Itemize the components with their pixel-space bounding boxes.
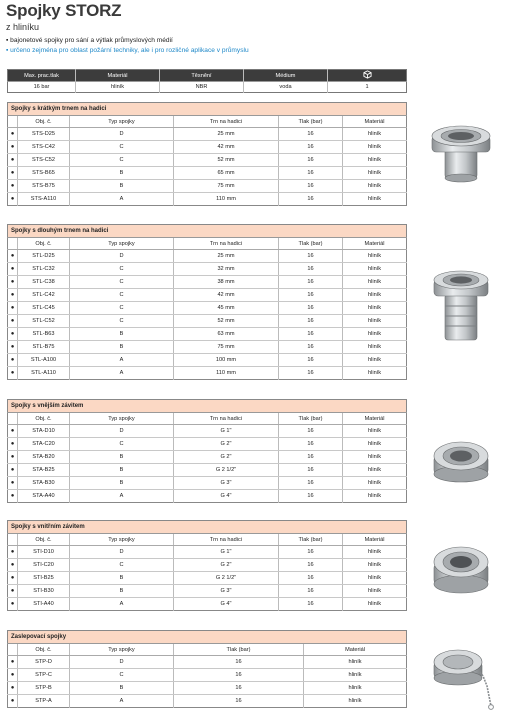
- table-cell: STA-C20: [18, 438, 70, 451]
- table-cell: 16: [279, 128, 343, 141]
- bullet-icon: ●: [10, 601, 15, 607]
- table-cell: B: [70, 451, 174, 464]
- table-cell: 42 mm: [174, 289, 279, 302]
- table-cell: STP-C: [18, 669, 70, 682]
- table-cell: B: [70, 585, 174, 598]
- table-cell: STA-B30: [18, 477, 70, 490]
- bullet-icon: ●: [8, 302, 18, 315]
- bullet-icon: ●: [8, 656, 18, 669]
- table-header-row: [8, 644, 407, 656]
- bullet-icon: ●: [8, 669, 18, 682]
- table-row: [8, 546, 407, 559]
- coupling-long-tail-image: [430, 266, 492, 344]
- table-cell: B: [70, 464, 174, 477]
- column-header: Materiál: [343, 116, 407, 128]
- table-cell: hliník: [343, 477, 407, 490]
- table-row: [8, 250, 407, 263]
- table-cell: A: [70, 598, 174, 611]
- spec-value-cell: 16 bar: [8, 82, 76, 93]
- table-cell: hliník: [343, 367, 407, 380]
- table-row: [8, 477, 407, 490]
- table-cell: 16: [279, 477, 343, 490]
- feature-item: ▪ určeno zejména pro oblast požární techniky, ale i pro rozličné aplikace v průmyslu: [6, 47, 249, 54]
- table-cell: STS-B65: [18, 167, 70, 180]
- column-header: [8, 238, 18, 250]
- column-header: Typ spojky: [70, 413, 174, 425]
- page-subtitle: z hliníku: [6, 22, 40, 32]
- table-cell: STL-B63: [18, 328, 70, 341]
- table-cell: hliník: [343, 464, 407, 477]
- table-cell: G 4": [174, 490, 279, 503]
- table-row: [8, 276, 407, 289]
- table-row: [8, 438, 407, 451]
- bullet-icon: ●: [8, 263, 18, 276]
- table-cell: STI-D10: [18, 546, 70, 559]
- table-cell: 16: [174, 656, 304, 669]
- column-header: Tlak (bar): [279, 534, 343, 546]
- bullet-icon: ●: [8, 546, 18, 559]
- table-cell: hliník: [343, 451, 407, 464]
- table-row: [8, 669, 407, 682]
- table-row: [8, 167, 407, 180]
- bullet-icon: ●: [10, 493, 15, 499]
- table-cell: hliník: [343, 289, 407, 302]
- column-header: Typ spojky: [70, 644, 174, 656]
- bullet-icon: ●: [8, 477, 18, 490]
- table-cell: G 3": [174, 477, 279, 490]
- table-cell: B: [70, 477, 174, 490]
- bullet-icon: ●: [8, 438, 18, 451]
- table-cell: 16: [279, 464, 343, 477]
- coupling-short-tail-image: [428, 120, 494, 186]
- section-title: Spojky s vnějším závitem: [8, 400, 407, 413]
- table-cell: STA-A40: [18, 490, 70, 503]
- table-cell: hliník: [343, 193, 407, 206]
- column-header: Typ spojky: [70, 534, 174, 546]
- column-header: [8, 116, 18, 128]
- column-header: [8, 534, 18, 546]
- column-header: Materiál: [343, 534, 407, 546]
- table-cell: C: [70, 289, 174, 302]
- table-cell: 16: [279, 180, 343, 193]
- table-cell: STL-C52: [18, 315, 70, 328]
- table-cell: hliník: [304, 682, 407, 695]
- table-row: [8, 302, 407, 315]
- table-cell: 38 mm: [174, 276, 279, 289]
- bullet-icon: ●: [8, 315, 18, 328]
- table-cell: B: [70, 682, 174, 695]
- table-cell: STL-C42: [18, 289, 70, 302]
- table-row: [8, 193, 407, 206]
- column-header: Trn na hadici: [174, 238, 279, 250]
- table-cell: 16: [279, 250, 343, 263]
- table-cell: 75 mm: [174, 341, 279, 354]
- bullet-icon: ●: [8, 341, 18, 354]
- table-cell: G 2 1/2": [174, 464, 279, 477]
- table-cell: D: [70, 546, 174, 559]
- column-header: Materiál: [343, 238, 407, 250]
- bullet-icon: ●: [8, 154, 18, 167]
- table-cell: B: [70, 180, 174, 193]
- table-cell: STP-A: [18, 695, 70, 708]
- table-cell: hliník: [343, 425, 407, 438]
- table-cell: STS-C52: [18, 154, 70, 167]
- column-header: Tlak (bar): [279, 116, 343, 128]
- table-row: [8, 341, 407, 354]
- table-cell: 16: [279, 425, 343, 438]
- table-row: [8, 464, 407, 477]
- table-cell: C: [70, 559, 174, 572]
- table-cell: STS-C42: [18, 141, 70, 154]
- table-cell: STI-A40: [18, 598, 70, 611]
- coupling-external-thread-image: [430, 434, 492, 486]
- table-cell: 16: [174, 695, 304, 708]
- table-cell: hliník: [343, 438, 407, 451]
- table-cell: STL-C45: [18, 302, 70, 315]
- table-cell: STL-A100: [18, 354, 70, 367]
- table-row: [8, 128, 407, 141]
- product-table: [7, 520, 407, 611]
- feature-item: ▪ bajonetové spojky pro sání a výtlak průmyslových médií: [6, 37, 173, 44]
- section-title: Zaslepovací spojky: [8, 631, 407, 644]
- table-cell: 25 mm: [174, 250, 279, 263]
- table-row: [8, 490, 407, 503]
- section-title-row: [8, 103, 407, 116]
- table-row: [8, 425, 407, 438]
- column-header: Obj. č.: [18, 413, 70, 425]
- table-row: [8, 559, 407, 572]
- table-cell: 16: [279, 289, 343, 302]
- table-cell: hliník: [343, 572, 407, 585]
- section-title: Spojky s dlouhým trnem na hadici: [8, 225, 407, 238]
- table-cell: hliník: [343, 598, 407, 611]
- table-cell: 45 mm: [174, 302, 279, 315]
- table-row: [8, 328, 407, 341]
- bullet-icon: ●: [8, 354, 18, 367]
- column-header: Trn na hadici: [174, 116, 279, 128]
- bullet-icon: ●: [8, 682, 18, 695]
- table-header-row: [8, 413, 407, 425]
- table-cell: 16: [279, 193, 343, 206]
- table-cell: STP-D: [18, 656, 70, 669]
- product-table: [7, 630, 407, 708]
- table-cell: 42 mm: [174, 141, 279, 154]
- table-cell: 110 mm: [174, 367, 279, 380]
- bullet-icon: ●: [8, 464, 18, 477]
- table-cell: hliník: [343, 546, 407, 559]
- table-cell: A: [70, 354, 174, 367]
- coupling-internal-thread-image: [430, 540, 492, 598]
- column-header: Typ spojky: [70, 116, 174, 128]
- bullet-icon: ●: [10, 196, 15, 202]
- table-cell: STL-B75: [18, 341, 70, 354]
- table-row: [8, 572, 407, 585]
- table-cell: 16: [279, 598, 343, 611]
- table-row: [8, 154, 407, 167]
- column-header: Obj. č.: [18, 116, 70, 128]
- table-header-row: [8, 116, 407, 128]
- table-row: [8, 354, 407, 367]
- table-cell: 16: [279, 276, 343, 289]
- table-row: [8, 598, 407, 611]
- table-cell: 16: [279, 546, 343, 559]
- table-cell: 16: [279, 263, 343, 276]
- section-title-row: [8, 631, 407, 644]
- spec-header-row: [8, 70, 407, 82]
- table-cell: hliník: [343, 154, 407, 167]
- table-cell: STI-B30: [18, 585, 70, 598]
- bullet-icon: ●: [8, 250, 18, 263]
- table-cell: STA-B20: [18, 451, 70, 464]
- table-cell: hliník: [304, 656, 407, 669]
- table-cell: STL-C32: [18, 263, 70, 276]
- table-cell: hliník: [343, 167, 407, 180]
- bullet-icon: ●: [8, 425, 18, 438]
- column-header: Typ spojky: [70, 238, 174, 250]
- table-cell: C: [70, 438, 174, 451]
- table-cell: hliník: [343, 128, 407, 141]
- table-cell: 16: [279, 341, 343, 354]
- table-row: [8, 180, 407, 193]
- bullet-icon: ●: [8, 585, 18, 598]
- section-title-row: [8, 400, 407, 413]
- spec-header-cell: Materiál: [76, 70, 160, 82]
- bullet-icon: ●: [8, 559, 18, 572]
- table-cell: 32 mm: [174, 263, 279, 276]
- table-row: [8, 585, 407, 598]
- table-cell: 16: [279, 490, 343, 503]
- table-cell: hliník: [343, 263, 407, 276]
- table-cell: 100 mm: [174, 354, 279, 367]
- table-row: [8, 682, 407, 695]
- table-cell: G 2": [174, 559, 279, 572]
- table-cell: 16: [279, 154, 343, 167]
- table-cell: STS-B75: [18, 180, 70, 193]
- spec-header-cell: Max. prac.tlak: [8, 70, 76, 82]
- table-cell: 16: [279, 315, 343, 328]
- column-header: [8, 413, 18, 425]
- table-cell: G 1": [174, 425, 279, 438]
- column-header: Materiál: [304, 644, 407, 656]
- column-header: Materiál: [343, 413, 407, 425]
- table-row: [8, 289, 407, 302]
- blank-cap-coupling-image: [430, 646, 496, 712]
- table-cell: STL-C38: [18, 276, 70, 289]
- spec-value-cell: 1: [328, 82, 407, 93]
- table-row: [8, 656, 407, 669]
- table-cell: 16: [279, 585, 343, 598]
- table-cell: 25 mm: [174, 128, 279, 141]
- table-cell: C: [70, 302, 174, 315]
- table-cell: hliník: [343, 328, 407, 341]
- column-header: Tlak (bar): [279, 413, 343, 425]
- table-cell: hliník: [343, 180, 407, 193]
- column-header: Tlak (bar): [174, 644, 304, 656]
- table-header-row: [8, 534, 407, 546]
- table-cell: STI-C20: [18, 559, 70, 572]
- table-cell: hliník: [343, 302, 407, 315]
- bullet-icon: ●: [8, 276, 18, 289]
- table-cell: A: [70, 490, 174, 503]
- bullet-icon: ●: [8, 128, 18, 141]
- table-cell: STL-A110: [18, 367, 70, 380]
- table-cell: STS-A110: [18, 193, 70, 206]
- table-cell: hliník: [304, 695, 407, 708]
- table-cell: STA-B25: [18, 464, 70, 477]
- table-cell: 63 mm: [174, 328, 279, 341]
- table-cell: 110 mm: [174, 193, 279, 206]
- table-cell: D: [70, 250, 174, 263]
- table-row: [8, 451, 407, 464]
- table-row: [8, 367, 407, 380]
- column-header: Tlak (bar): [279, 238, 343, 250]
- section-title: Spojky s vnitřním závitem: [8, 521, 407, 534]
- table-cell: A: [70, 695, 174, 708]
- table-cell: hliník: [343, 490, 407, 503]
- table-header-row: [8, 238, 407, 250]
- column-header: [8, 644, 18, 656]
- bullet-icon: ●: [8, 451, 18, 464]
- table-cell: 16: [279, 559, 343, 572]
- table-cell: STI-B25: [18, 572, 70, 585]
- bullet-icon: ●: [8, 141, 18, 154]
- table-cell: hliník: [343, 559, 407, 572]
- table-cell: STS-D25: [18, 128, 70, 141]
- table-cell: G 4": [174, 598, 279, 611]
- table-row: [8, 695, 407, 708]
- section-title-row: [8, 521, 407, 534]
- product-table: [7, 102, 407, 206]
- table-row: [8, 263, 407, 276]
- table-cell: 16: [279, 167, 343, 180]
- table-cell: STP-B: [18, 682, 70, 695]
- bullet-icon: ●: [10, 698, 15, 704]
- table-cell: B: [70, 341, 174, 354]
- table-cell: B: [70, 572, 174, 585]
- section-title-row: [8, 225, 407, 238]
- column-header: Obj. č.: [18, 644, 70, 656]
- table-cell: G 2 1/2": [174, 572, 279, 585]
- table-cell: hliník: [343, 315, 407, 328]
- table-cell: G 1": [174, 546, 279, 559]
- table-cell: hliník: [343, 354, 407, 367]
- product-table: [7, 399, 407, 503]
- table-cell: 16: [174, 682, 304, 695]
- table-cell: 16: [279, 328, 343, 341]
- table-cell: G 2": [174, 438, 279, 451]
- table-cell: 16: [279, 438, 343, 451]
- spec-value-cell: NBR: [160, 82, 244, 93]
- table-cell: 16: [279, 367, 343, 380]
- table-cell: hliník: [343, 341, 407, 354]
- table-cell: G 2": [174, 451, 279, 464]
- spec-value-row: [8, 82, 407, 93]
- table-cell: hliník: [304, 669, 407, 682]
- table-cell: C: [70, 263, 174, 276]
- bullet-icon: ●: [8, 572, 18, 585]
- table-cell: hliník: [343, 250, 407, 263]
- table-cell: C: [70, 154, 174, 167]
- column-header: Trn na hadici: [174, 413, 279, 425]
- column-header: Trn na hadici: [174, 534, 279, 546]
- table-cell: 65 mm: [174, 167, 279, 180]
- table-cell: 75 mm: [174, 180, 279, 193]
- table-cell: 16: [279, 302, 343, 315]
- table-cell: D: [70, 128, 174, 141]
- table-cell: 16: [279, 141, 343, 154]
- table-cell: 16: [279, 451, 343, 464]
- bullet-icon: ●: [8, 289, 18, 302]
- table-cell: 16: [174, 669, 304, 682]
- table-cell: G 3": [174, 585, 279, 598]
- table-cell: D: [70, 656, 174, 669]
- table-cell: 52 mm: [174, 315, 279, 328]
- table-cell: STA-D10: [18, 425, 70, 438]
- spec-value-cell: hliník: [76, 82, 160, 93]
- table-cell: hliník: [343, 585, 407, 598]
- bullet-icon: ●: [10, 370, 15, 376]
- table-row: [8, 315, 407, 328]
- product-table: [7, 224, 407, 380]
- box-icon: [328, 70, 407, 82]
- table-cell: C: [70, 276, 174, 289]
- table-cell: D: [70, 425, 174, 438]
- spec-header-cell: Médium: [244, 70, 328, 82]
- spec-value-cell: voda: [244, 82, 328, 93]
- page-title: Spojky STORZ: [6, 1, 122, 20]
- spec-table: [7, 69, 407, 93]
- table-cell: A: [70, 193, 174, 206]
- bullet-icon: ●: [8, 328, 18, 341]
- table-cell: 16: [279, 354, 343, 367]
- table-cell: STL-D25: [18, 250, 70, 263]
- bullet-icon: ●: [8, 180, 18, 193]
- feature-list: [6, 36, 249, 56]
- table-row: [8, 141, 407, 154]
- bullet-icon: ●: [8, 167, 18, 180]
- column-header: Obj. č.: [18, 534, 70, 546]
- section-title: Spojky s krátkým trnem na hadici: [8, 103, 407, 116]
- table-cell: hliník: [343, 141, 407, 154]
- table-cell: B: [70, 167, 174, 180]
- table-cell: 16: [279, 572, 343, 585]
- table-cell: C: [70, 315, 174, 328]
- table-cell: B: [70, 328, 174, 341]
- table-cell: 52 mm: [174, 154, 279, 167]
- table-cell: C: [70, 669, 174, 682]
- table-cell: A: [70, 367, 174, 380]
- table-cell: C: [70, 141, 174, 154]
- table-cell: hliník: [343, 276, 407, 289]
- spec-header-cell: Těsnění: [160, 70, 244, 82]
- column-header: Obj. č.: [18, 238, 70, 250]
